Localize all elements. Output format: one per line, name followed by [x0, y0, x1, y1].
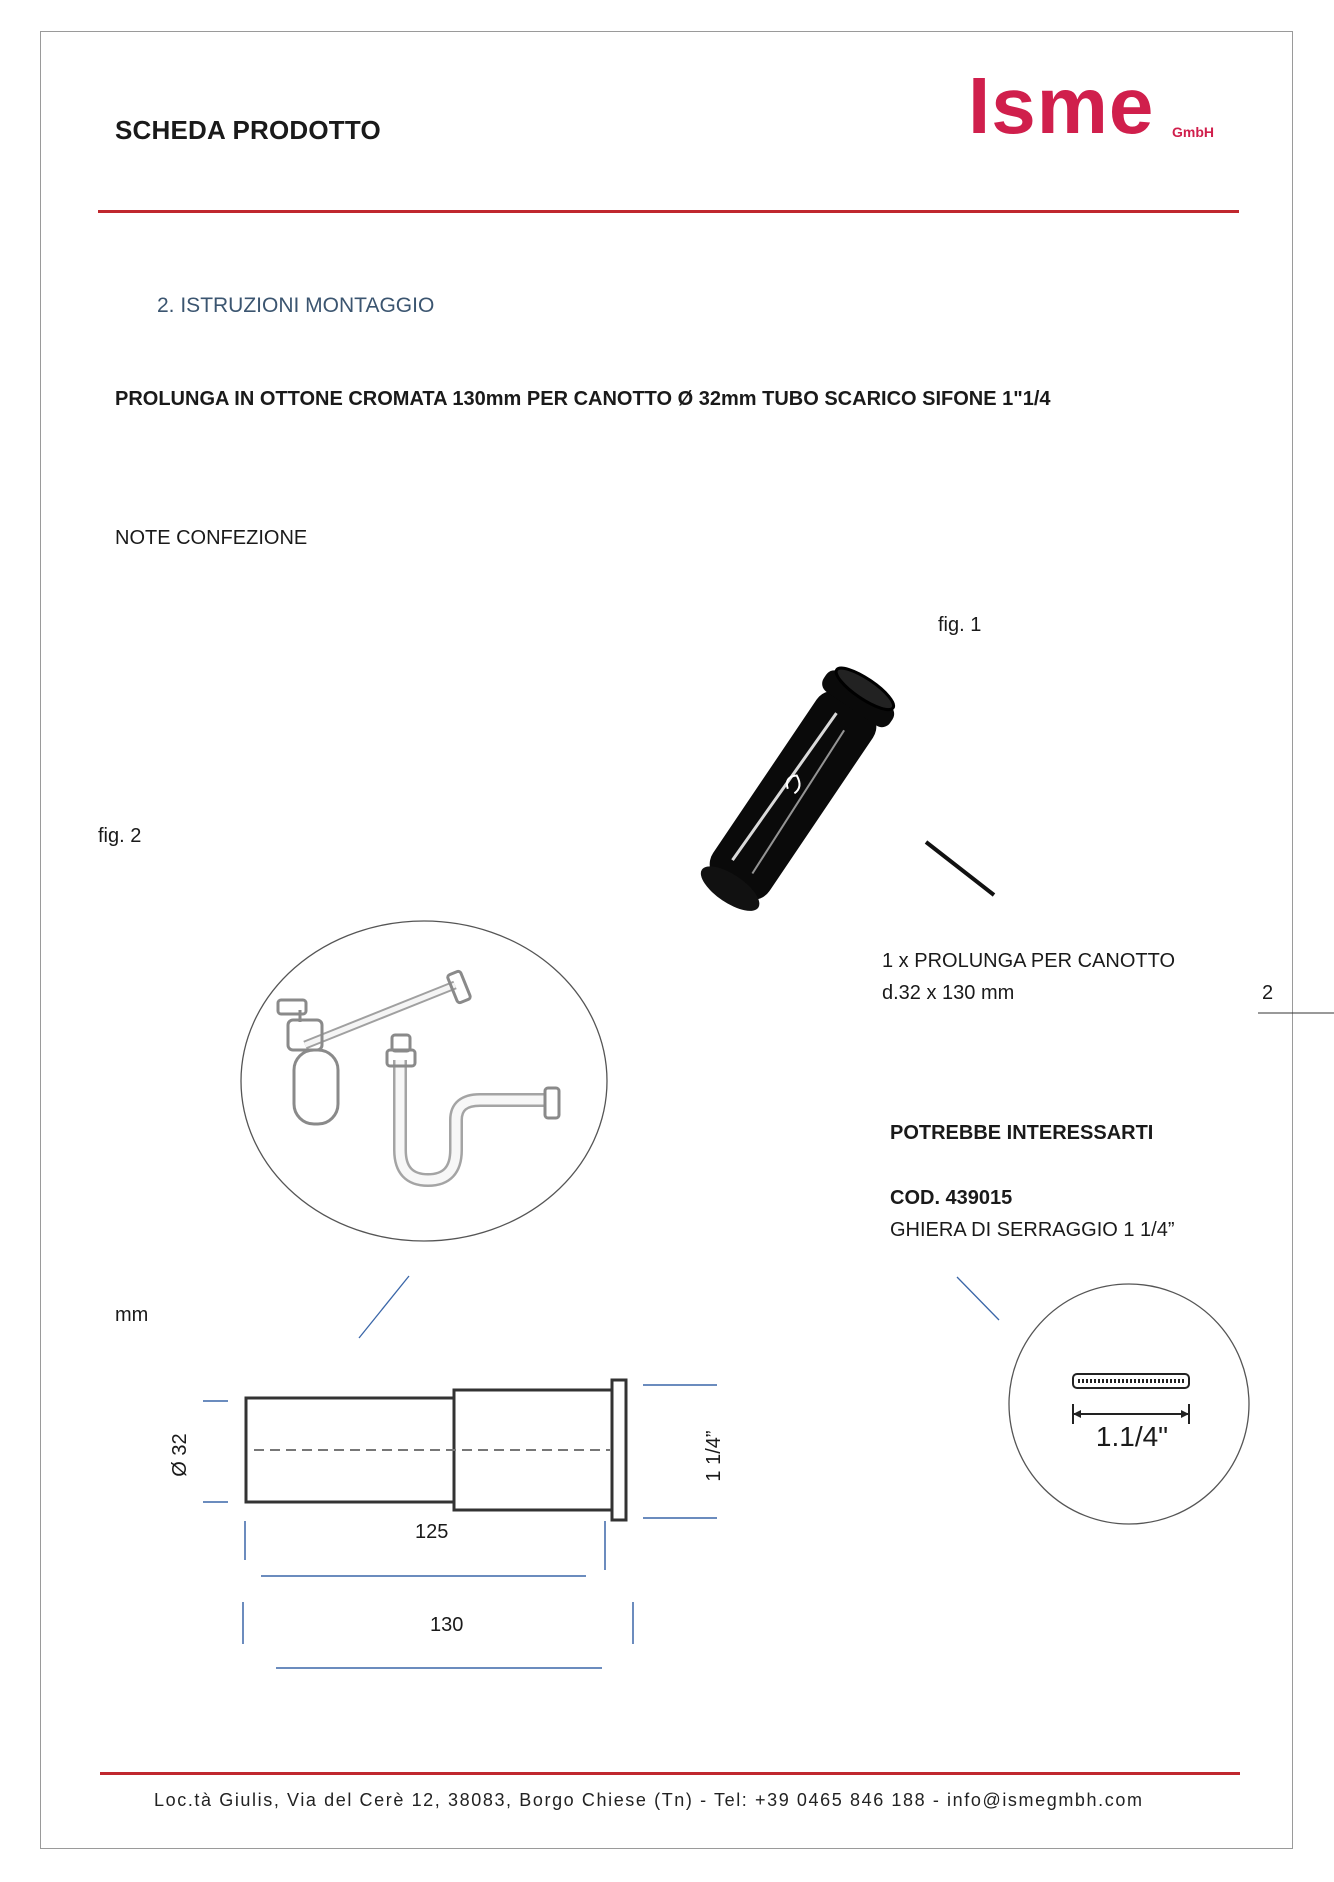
- dimension-lines: [203, 1385, 717, 1668]
- unit-label: mm: [115, 1304, 149, 1326]
- siphon-callout-line: [359, 1276, 409, 1338]
- related-name: GHIERA DI SERRAGGIO 1 1/4”: [890, 1219, 1175, 1241]
- extension-tube-image: [689, 658, 904, 922]
- dimension-125-label: 125: [415, 1521, 449, 1543]
- note-heading: NOTE CONFEZIONE: [115, 527, 308, 549]
- brand-logo: Isme: [968, 61, 1155, 150]
- related-code: COD. 439015: [890, 1187, 1013, 1209]
- page-number: 2: [1262, 982, 1274, 1004]
- thread-label: 1 1/4”: [703, 1430, 725, 1482]
- product-title: PROLUNGA IN OTTONE CROMATA 130mm PER CANOTTO Ø 32mm TUBO SCARICO SIFONE 1"1/4: [115, 388, 1051, 410]
- tube-collar: [612, 1380, 626, 1520]
- diameter-label: Ø 32: [169, 1433, 191, 1477]
- footer-address: Loc.tà Giulis, Via del Cerè 12, 38083, Borgo Chiese (Tn) - Tel: +39 0465 846 188 - info@ismegmbh.com: [154, 1790, 1144, 1810]
- fig2-label: fig. 2: [98, 825, 142, 847]
- package-line-1: 1 x PROLUNGA PER CANOTTO: [882, 950, 1176, 972]
- siphon-circle: [241, 921, 607, 1241]
- ring-nut-size-label: 1.1/4": [1095, 1421, 1169, 1452]
- ring-nut-circle: [1009, 1284, 1249, 1524]
- fig1-label: fig. 1: [938, 614, 982, 636]
- related-heading: POTREBBE INTERESSARTI: [890, 1122, 1154, 1144]
- ring-callout-line: [957, 1277, 999, 1320]
- package-line-2: d.32 x 130 mm: [882, 982, 1015, 1004]
- dimension-130-label: 130: [430, 1614, 464, 1636]
- footer-rule: [100, 1772, 1240, 1775]
- page-title: SCHEDA PRODOTTO: [115, 115, 381, 145]
- technical-drawing: [246, 1380, 626, 1520]
- brand-logo-sub: GmbH: [1172, 124, 1214, 140]
- section-heading: 2. ISTRUZIONI MONTAGGIO: [157, 294, 435, 317]
- pointer-arrow: [926, 842, 994, 895]
